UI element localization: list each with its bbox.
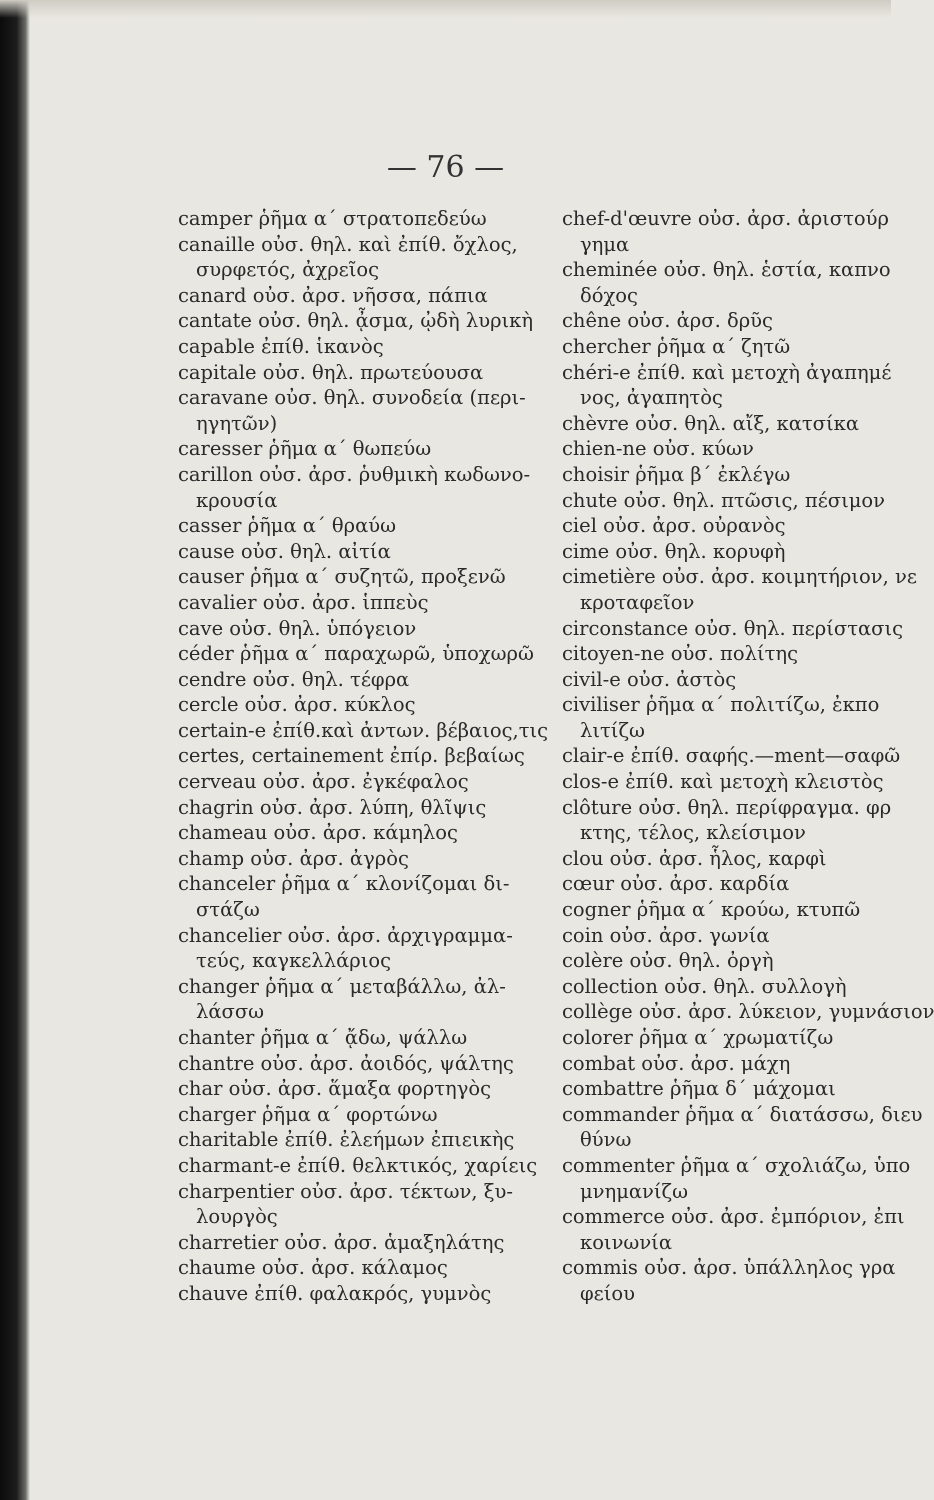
dictionary-entry: caresser ῥῆμα α΄ θωπεύω [178, 437, 432, 461]
dictionary-entry: certain-e ἐπίθ.καὶ ἀντων. βέβαιος,τις [178, 718, 549, 742]
dictionary-entry-continuation: δόχος [580, 283, 638, 307]
dictionary-entry: chercher ῥῆμα α΄ ζητῶ [562, 334, 791, 358]
dictionary-entry: commis οὐσ. ἀρσ. ὑπάλληλος γρα [562, 1256, 896, 1280]
dictionary-entry: cheminée οὐσ. θηλ. ἑστία, καπνο [562, 258, 891, 282]
dictionary-entry: carillon οὐσ. ἀρσ. ῥυθμικὴ κωδωνο- [178, 462, 531, 486]
dictionary-entry-continuation: κρουσία [196, 488, 278, 512]
dictionary-entry: cogner ῥῆμα α΄ κρούω, κτυπῶ [562, 898, 861, 922]
dictionary-entry: cantate οὐσ. θηλ. ᾆσμα, ᾠδὴ λυρικὴ [178, 309, 534, 333]
dictionary-entry: clos-e ἐπίθ. καὶ μετοχὴ κλειστὸς [562, 770, 884, 794]
dictionary-entry: colère οὐσ. θηλ. ὀργὴ [562, 949, 774, 973]
dictionary-entry: chéri-e ἐπίθ. καὶ μετοχὴ ἀγαπημέ [562, 360, 892, 384]
dictionary-entry: commerce οὐσ. ἀρσ. ἐμπόριον, ἐπι [562, 1205, 905, 1229]
dictionary-entry-continuation: κοινωνία [580, 1230, 672, 1254]
dictionary-entry: caravane οὐσ. θηλ. συνοδεία (περι- [178, 386, 526, 410]
dictionary-entry: chameau οὐσ. ἀρσ. κάμηλος [178, 821, 458, 845]
dictionary-entry: ciel οὐσ. ἀρσ. οὐρανὸς [562, 514, 786, 538]
dictionary-entry: cave οὐσ. θηλ. ὑπόγειον [178, 616, 417, 640]
dictionary-entry: canaille οὐσ. θηλ. καὶ ἐπίθ. ὄχλος, [178, 232, 518, 256]
dictionary-entry: clair-e ἐπίθ. σαφής.—ment—σαφῶ [562, 744, 901, 768]
dictionary-entry: cercle οὐσ. ἀρσ. κύκλος [178, 693, 416, 717]
dictionary-entry-continuation: λιτίζω [580, 718, 645, 742]
dictionary-entry: chaume οὐσ. ἀρσ. κάλαμος [178, 1256, 448, 1280]
dictionary-entry: certes, certainement ἐπίρ. βεβαίως [178, 744, 525, 768]
dictionary-entry-continuation: ηγητῶν) [196, 411, 278, 435]
dictionary-entry: cime οὐσ. θηλ. κορυφὴ [562, 539, 786, 563]
dictionary-entry: cendre οὐσ. θηλ. τέφρα [178, 667, 410, 691]
dictionary-entry: commander ῥῆμα α΄ διατάσσω, διευ [562, 1102, 923, 1126]
dictionary-entry: chèvre οὐσ. θηλ. αἴξ, κατσίκα [562, 411, 859, 435]
dictionary-entry: chien-ne οὐσ. κύων [562, 437, 754, 461]
dictionary-entry: charpentier οὐσ. ἀρσ. τέκτων, ξυ- [178, 1179, 513, 1203]
dictionary-entry: céder ῥῆμα α΄ παραχωρῶ, ὑποχωρῶ [178, 642, 534, 666]
dictionary-entry: chêne οὐσ. ἀρσ. δρῦς [562, 309, 773, 333]
dictionary-entry-continuation: μνημανίζω [580, 1179, 689, 1203]
dictionary-entry: citoyen-ne οὐσ. πολίτης [562, 642, 798, 666]
dictionary-entry: chagrin οὐσ. ἀρσ. λύπη, θλῖψις [178, 795, 487, 819]
dictionary-entry-continuation: κτης, τέλος, κλείσιμον [580, 821, 806, 845]
dictionary-entry-continuation: θύνω [580, 1128, 632, 1152]
dictionary-entry: chantre οὐσ. ἀρσ. ἀοιδός, ψάλτης [178, 1051, 514, 1075]
dictionary-entry: chanter ῥῆμα α΄ ᾄδω, ψάλλω [178, 1026, 468, 1049]
dictionary-entry: chanceler ῥῆμα α΄ κλονίζομαι δι- [178, 872, 510, 896]
dictionary-right-column [562, 206, 934, 1307]
dictionary-entry-continuation: στάζω [196, 898, 260, 922]
dictionary-entry: champ οὐσ. ἀρσ. ἀγρὸς [178, 846, 409, 870]
dictionary-entry-continuation: συρφετός, ἀχρεῖος [196, 258, 380, 282]
dictionary-entry: cerveau οὐσ. ἀρσ. ἐγκέφαλος [178, 770, 469, 794]
dictionary-entry: charmant-e ἐπίθ. θελκτικός, χαρίεις [178, 1153, 538, 1177]
dictionary-entry: colorer ῥῆμα α΄ χρωματίζω [562, 1026, 834, 1049]
dictionary-entry: civiliser ῥῆμα α΄ πολιτίζω, ἐκπο [562, 693, 880, 717]
dictionary-entry: chef-d'œuvre οὐσ. ἀρσ. ἀριστούρ [562, 207, 889, 230]
dictionary-entry: char οὐσ. ἀρσ. ἅμαξα φορτηγὸς [178, 1077, 492, 1101]
dictionary-entry: collection οὐσ. θηλ. συλλογὴ [562, 974, 847, 998]
dictionary-entry: changer ῥῆμα α΄ μεταβάλλω, ἀλ- [178, 974, 506, 998]
dictionary-entry: coin οὐσ. ἀρσ. γωνία [562, 923, 770, 947]
page-number: — 76 — [386, 150, 505, 185]
page-dark-edge [0, 0, 30, 1500]
dictionary-entry: charitable ἐπίθ. ἐλεήμων ἐπιεικὴς [178, 1128, 515, 1152]
dictionary-entry: casser ῥῆμα α΄ θραύω [178, 514, 397, 538]
dictionary-entry: camper ῥῆμα α΄ στρατοπεδεύω [178, 207, 487, 230]
dictionary-entry: charretier οὐσ. ἀρσ. ἁμαξηλάτης [178, 1230, 505, 1254]
dictionary-entry: capitale οὐσ. θηλ. πρωτεύουσα [178, 360, 484, 384]
dictionary-entry: chauve ἐπίθ. φαλακρός, γυμνὸς [178, 1281, 492, 1305]
dictionary-entry-continuation: τεύς, καγκελλάριος [196, 949, 392, 973]
dictionary-entry: cause οὐσ. θηλ. αἰτία [178, 539, 391, 563]
page-top-shadow [0, 0, 891, 18]
dictionary-entry-continuation: λουργὸς [196, 1205, 278, 1229]
dictionary-entry: capable ἐπίθ. ἱκανὸς [178, 334, 384, 358]
dictionary-entry: canard οὐσ. ἀρσ. νῆσσα, πάπια [178, 283, 488, 307]
dictionary-entry: cœur οὐσ. ἀρσ. καρδία [562, 872, 790, 896]
dictionary-entry-continuation: κροταφεῖον [580, 590, 695, 614]
dictionary-left-column [178, 206, 549, 1307]
dictionary-entry: cavalier οὐσ. ἀρσ. ἱππεὺς [178, 590, 429, 614]
dictionary-entry: clou οὐσ. ἀρσ. ἧλος, καρφὶ [562, 846, 827, 870]
dictionary-entry: charger ῥῆμα α΄ φορτώνω [178, 1102, 438, 1126]
dictionary-entry-continuation: λάσσω [196, 1000, 265, 1024]
dictionary-entry: combattre ῥῆμα δ΄ μάχομαι [562, 1077, 836, 1101]
dictionary-entry: clôture οὐσ. θηλ. περίφραγμα. φρ [562, 795, 892, 819]
dictionary-entry: circonstance οὐσ. θηλ. περίστασις [562, 616, 904, 640]
dictionary-entry-continuation: νος, ἀγαπητὸς [580, 386, 723, 410]
dictionary-entry: chute οὐσ. θηλ. πτῶσις, πέσιμον [562, 488, 886, 512]
dictionary-entry: combat οὐσ. ἀρσ. μάχη [562, 1051, 791, 1075]
dictionary-entry-continuation: γημα [580, 232, 630, 256]
dictionary-entry: commenter ῥῆμα α΄ σχολιάζω, ὑπο [562, 1153, 911, 1177]
dictionary-entry: chancelier οὐσ. ἀρσ. ἀρχιγραμμα- [178, 923, 513, 947]
dictionary-entry-continuation: φείου [580, 1281, 635, 1305]
dictionary-entry: cimetière οὐσ. ἀρσ. κοιμητήριον, νε [562, 565, 917, 589]
dictionary-entry: civil-e οὐσ. ἀστὸς [562, 667, 737, 691]
dictionary-entry: collège οὐσ. ἀρσ. λύκειον, γυμνάσιον [562, 1000, 934, 1024]
dictionary-entry: choisir ῥῆμα β΄ ἐκλέγω [562, 462, 791, 486]
dictionary-entry: causer ῥῆμα α΄ συζητῶ, προξενῶ [178, 565, 506, 589]
